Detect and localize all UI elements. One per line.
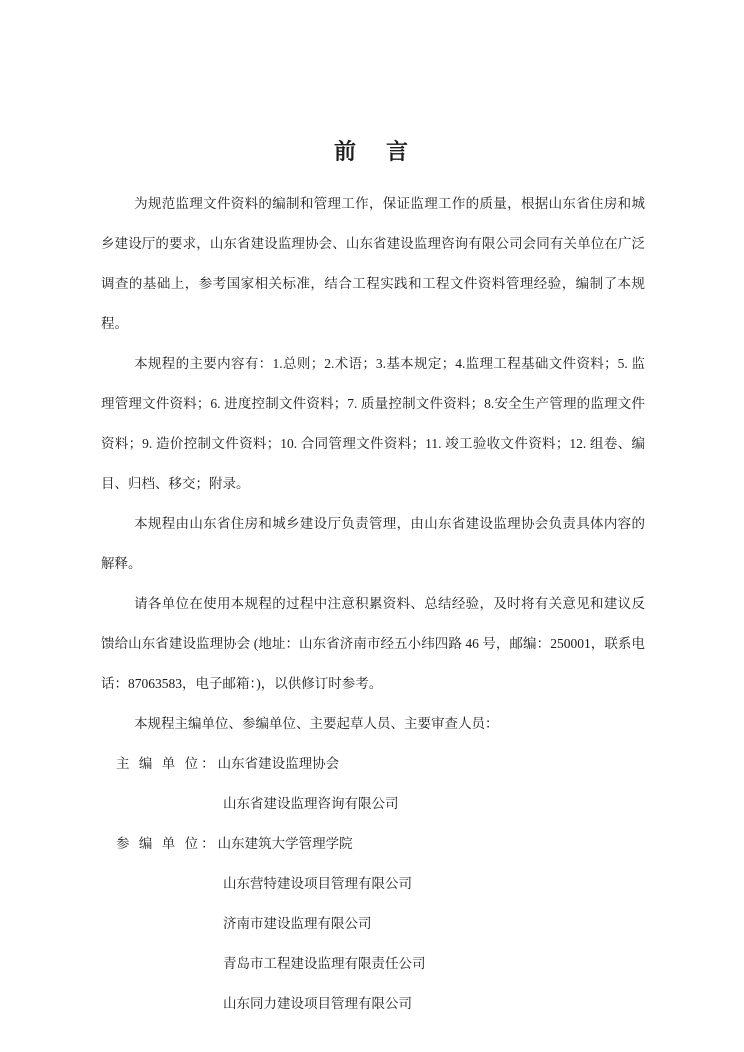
participating-unit-2: 山东营特建设项目管理有限公司 (223, 876, 412, 891)
credits-section (101, 744, 645, 1024)
participating-unit-5: 山东同力建设项目管理有限公司 (223, 996, 412, 1011)
participating-unit-row (101, 864, 645, 904)
preface-paragraph-3: 本规程由山东省住房和城乡建设厅负责管理，由山东省建设监理协会负责具体内容的解释。 (101, 516, 645, 571)
preface-paragraph-1: 为规范监理文件资料的编制和管理工作，保证监理工作的质量，根据山东省住房和城乡建设厅的要求，山东省建设监理协会、山东省建设监理咨询有限公司会同有关单位在广泛调查的基础上，参考国家相关标准，结合工程实践和工程文件资料管理经验，编制了本规程。 (101, 196, 645, 331)
chief-editor-unit-row (101, 784, 645, 824)
chief-editor-unit-1: 山东省建设监理协会 (217, 756, 340, 771)
chief-editor-label: 主 编 单 位： (116, 756, 218, 771)
preface-paragraph-2: 本规程的主要内容有：1.总则；2.术语；3.基本规定；4.监理工程基础文件资料；5. 监理管理文件资料；6. 进度控制文件资料；7. 质量控制文件资料；8.安全生产管理的监理文件资料；9. 造价控制文件资料；10. 合同管理文件资料；11. 竣工验收文件资料；12. 组卷、编目、归档、移交；附录。 (101, 356, 645, 491)
preface-paragraph-5: 本规程主编单位、参编单位、主要起草人员、主要审查人员： (134, 716, 499, 731)
preface-paragraph-4: 请各单位在使用本规程的过程中注意积累资料、总结经验，及时将有关意见和建议反馈给山东省建设监理协会 (地址：山东省济南市经五小纬四路 46 号，邮编：250001，联系电话：87063583，电子邮箱：)，以供修订时参考。 (101, 596, 645, 691)
participating-unit-1: 山东建筑大学管理学院 (217, 836, 353, 851)
participating-editor-row (101, 824, 645, 864)
participating-unit-row (101, 904, 645, 944)
participating-editor-label: 参 编 单 位： (116, 836, 218, 851)
participating-unit-row (101, 944, 645, 984)
chief-editor-row (101, 744, 645, 784)
participating-unit-3: 济南市建设监理有限公司 (223, 916, 372, 931)
participating-unit-row (101, 984, 645, 1024)
chief-editor-unit-2: 山东省建设监理咨询有限公司 (223, 796, 399, 811)
participating-unit-4: 青岛市工程建设监理有限责任公司 (223, 956, 426, 971)
page-title: 前 言 (333, 139, 412, 164)
